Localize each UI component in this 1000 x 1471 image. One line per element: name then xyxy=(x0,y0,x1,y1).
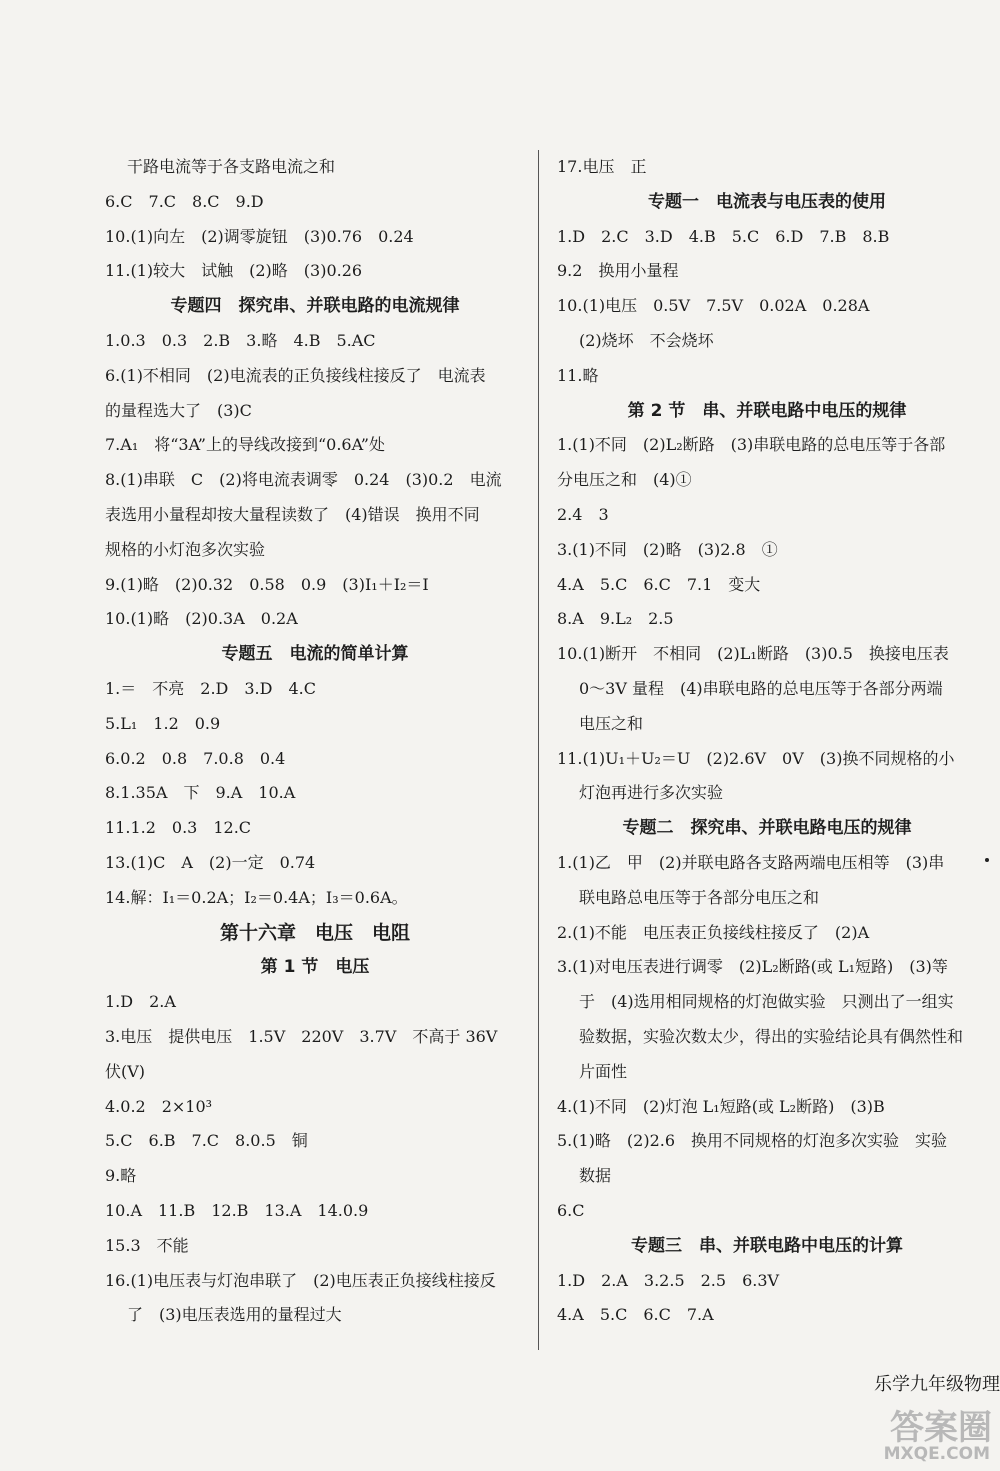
answer-line: 1.0.3 0.3 2.B 3.略 4.B 5.AC xyxy=(105,330,376,350)
answer-line: 3.(1)不同 (2)略 (3)2.8 ① xyxy=(557,539,778,559)
answer-line: 4.(1)不同 (2)灯泡 L₁短路(或 L₂断路) (3)B xyxy=(557,1096,885,1116)
answer-line: 4.A 5.C 6.C 7.1 变大 xyxy=(557,574,761,594)
section-heading: 第十六章 电压 电阻 xyxy=(219,921,410,944)
section-heading: 专题五 电流的简单计算 xyxy=(221,644,409,665)
answer-line: 1.D 2.C 3.D 4.B 5.C 6.D 7.B 8.B xyxy=(557,226,890,246)
answer-line: 5.(1)略 (2)2.6 换用不同规格的灯泡多次实验 实验 xyxy=(557,1131,948,1151)
answer-line: 9.略 xyxy=(105,1166,137,1186)
answer-line: 0～3V 量程 (4)串联电路的总电压等于各部分两端 xyxy=(579,678,943,698)
answer-line: 4.0.2 2×10³ xyxy=(105,1096,213,1116)
answer-line: 片面性 xyxy=(579,1061,628,1081)
answer-line: 4.A 5.C 6.C 7.A xyxy=(557,1305,714,1325)
section-heading: 第 1 节 电压 xyxy=(260,957,370,978)
answer-line: 8.(1)串联 C (2)将电流表调零 0.24 (3)0.2 电流 xyxy=(105,470,502,490)
answer-line: 数据 xyxy=(579,1166,612,1186)
answer-line: 9.(1)略 (2)0.32 0.58 0.9 (3)I₁＋I₂＝I xyxy=(105,574,429,594)
answer-line: 5.C 6.B 7.C 8.0.5 铜 xyxy=(105,1131,308,1151)
answer-line: 10.(1)略 (2)0.3A 0.2A xyxy=(105,609,298,629)
right-answer-column xyxy=(557,150,977,1333)
answer-line: 验数据，实验次数太少，得出的实验结论具有偶然性和 xyxy=(579,1026,964,1046)
answer-line: 11.(1)U₁＋U₂＝U (2)2.6V 0V (3)换不同规格的小 xyxy=(557,748,955,768)
margin-dot xyxy=(985,858,989,862)
answer-line: 2.4 3 xyxy=(557,504,609,524)
answer-line: 于 (4)选用相同规格的灯泡做实验 只测出了一组实 xyxy=(579,992,954,1012)
watermark-url: MXQE.COM xyxy=(883,1444,990,1464)
answer-line: 伏(V) xyxy=(105,1061,146,1081)
answer-line: 3.(1)对电压表进行调零 (2)L₂断路(或 L₁短路) (3)等 xyxy=(557,957,948,977)
answer-line: 联电路总电压等于各部分电压之和 xyxy=(579,887,820,907)
answer-line: 干路电流等于各支路电流之和 xyxy=(127,157,336,176)
answer-line: 11.1.2 0.3 12.C xyxy=(105,818,252,838)
watermark-logo: 答案圈 xyxy=(890,1408,992,1448)
answer-line: 8.A 9.L₂ 2.5 xyxy=(557,609,674,629)
answer-line: 10.(1)向左 (2)调零旋钮 (3)0.76 0.24 xyxy=(105,226,414,246)
answer-line: 表选用小量程却按大量程读数了 (4)错误 换用不同 xyxy=(105,504,480,524)
answer-line: 10.(1)电压 0.5V 7.5V 0.02A 0.28A xyxy=(557,296,870,316)
answer-line: 1.D 2.A xyxy=(105,992,176,1012)
left-answer-column xyxy=(105,150,525,1333)
answer-line: 13.(1)C A (2)一定 0.74 xyxy=(105,852,316,872)
answer-line: 10.A 11.B 12.B 13.A 14.0.9 xyxy=(105,1200,369,1220)
answer-line: 1.(1)乙 甲 (2)并联电路各支路两端电压相等 (3)串 xyxy=(557,852,945,872)
section-heading: 专题一 电流表与电压表的使用 xyxy=(648,191,886,212)
section-heading: 专题四 探究串、并联电路的电流规律 xyxy=(170,296,460,317)
answer-line: 11.略 xyxy=(557,365,599,385)
answer-line: 灯泡再进行多次实验 xyxy=(579,783,724,803)
answer-line: 电压之和 xyxy=(579,713,644,733)
answer-line: 了 (3)电压表选用的量程过大 xyxy=(127,1305,342,1325)
answer-line: 7.A₁ 将“3A”上的导线改接到“0.6A”处 xyxy=(105,435,385,455)
answer-line: 17.电压 正 xyxy=(557,157,647,176)
page-footer-book-title: 乐学九年级物理 xyxy=(874,1374,1000,1395)
answer-line: (2)烧坏 不会烧坏 xyxy=(579,330,714,350)
answer-line: 3.电压 提供电压 1.5V 220V 3.7V 不高于 36V xyxy=(105,1026,498,1046)
answer-line: 9.2 换用小量程 xyxy=(557,261,679,281)
answer-line: 2.(1)不能 电压表正负接线柱接反了 (2)A xyxy=(557,922,870,942)
answer-line: 6.C xyxy=(557,1200,585,1220)
answer-line: 16.(1)电压表与灯泡串联了 (2)电压表正负接线柱接反 xyxy=(105,1270,496,1290)
answer-line: 6.C 7.C 8.C 9.D xyxy=(105,191,264,211)
answer-line: 6.0.2 0.8 7.0.8 0.4 xyxy=(105,748,286,768)
answer-line: 规格的小灯泡多次实验 xyxy=(105,539,266,559)
answer-line: 5.L₁ 1.2 0.9 xyxy=(105,713,221,733)
answer-line: 6.(1)不相同 (2)电流表的正负接线柱接反了 电流表 xyxy=(105,365,486,385)
answer-line: 15.3 不能 xyxy=(105,1235,189,1255)
answer-line: 1.(1)不同 (2)L₂断路 (3)串联电路的总电压等于各部 xyxy=(557,435,946,455)
answer-line: 14.解：I₁＝0.2A；I₂＝0.4A；I₃＝0.6A。 xyxy=(105,887,408,907)
answer-line: 1.D 2.A 3.2.5 2.5 6.3V xyxy=(557,1270,780,1290)
section-heading: 专题三 串、并联电路中电压的计算 xyxy=(631,1235,903,1256)
column-divider xyxy=(538,150,539,1350)
answer-line: 11.(1)较大 试触 (2)略 (3)0.26 xyxy=(105,261,363,281)
section-heading: 专题二 探究串、并联电路电压的规律 xyxy=(622,818,912,839)
answer-line: 8.1.35A 下 9.A 10.A xyxy=(105,783,296,803)
answer-line: 分电压之和 (4)① xyxy=(557,470,692,490)
answer-line: 1.＝ 不亮 2.D 3.D 4.C xyxy=(105,678,316,698)
answer-line: 的量程选大了 (3)C xyxy=(105,400,252,420)
section-heading: 第 2 节 串、并联电路中电压的规律 xyxy=(627,400,907,421)
answer-line: 10.(1)断开 不相同 (2)L₁断路 (3)0.5 换接电压表 xyxy=(557,644,949,664)
